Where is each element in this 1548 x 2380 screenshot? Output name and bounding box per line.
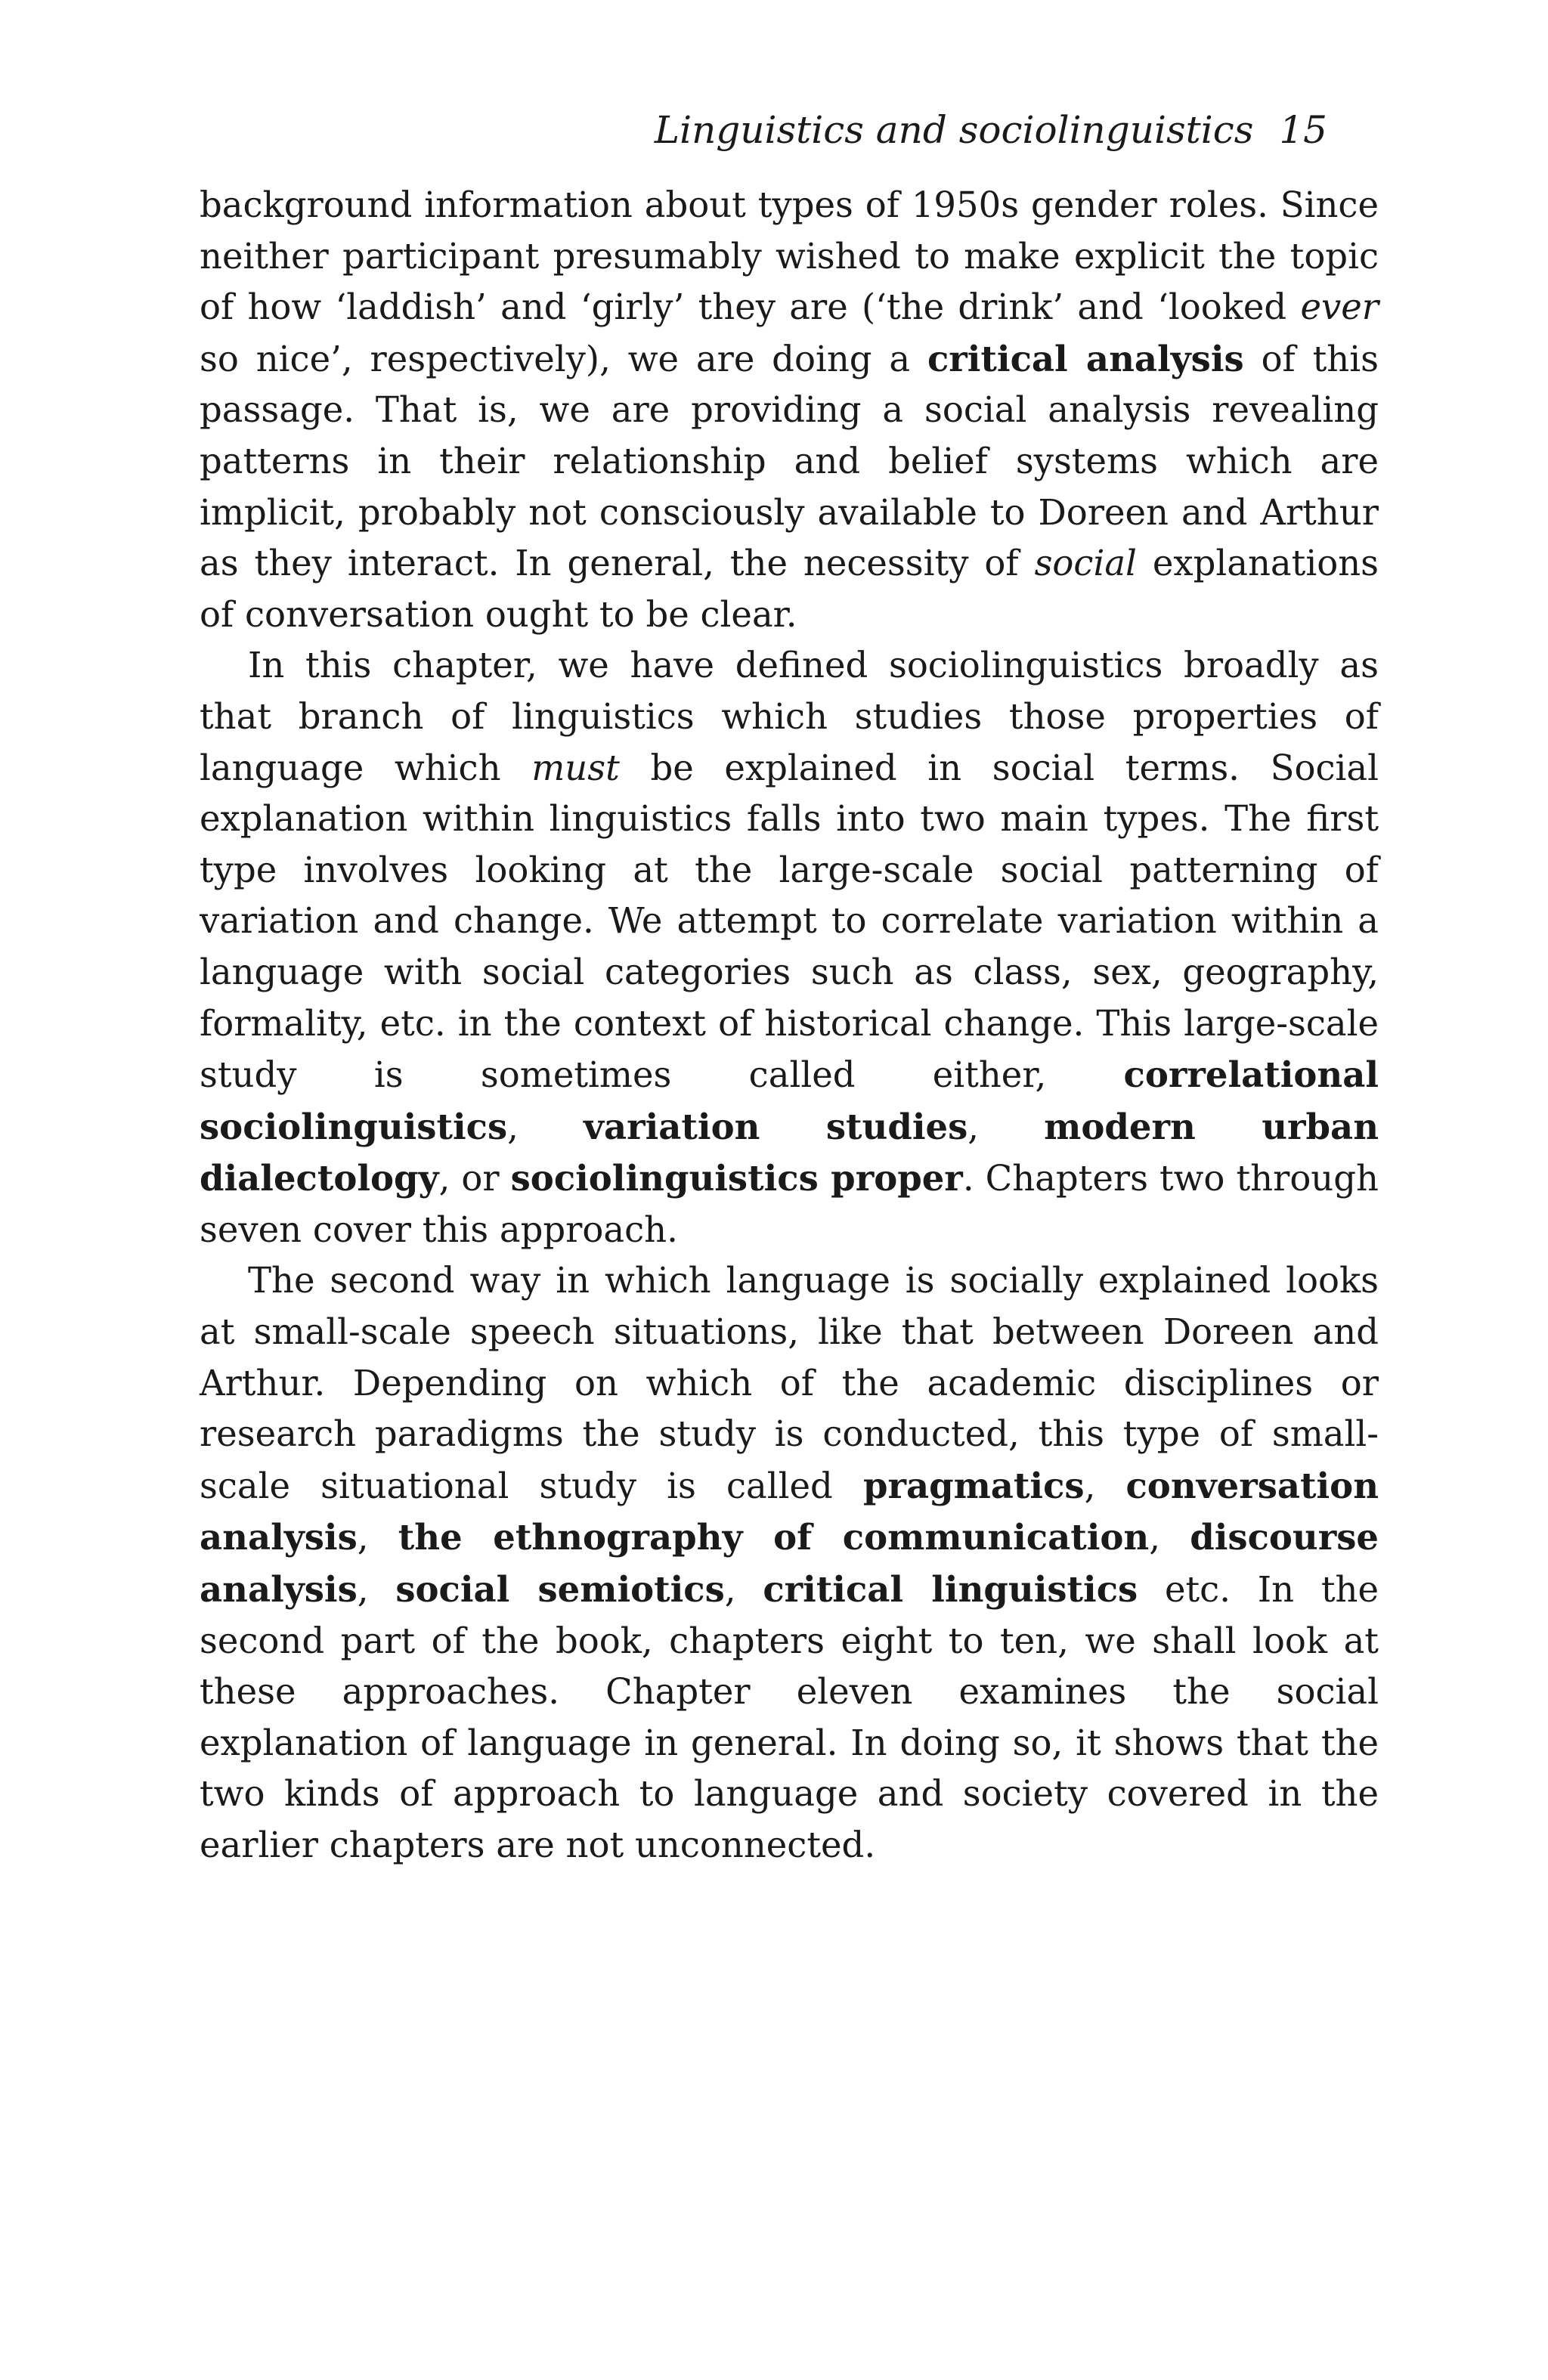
running-head-title: Linguistics and sociolinguistics — [654, 108, 1254, 152]
paragraph-2 — [200, 640, 1379, 1255]
term-sociolinguistics-proper: sociolinguistics proper — [510, 1157, 963, 1199]
term-critical-linguistics: critical linguistics — [763, 1568, 1138, 1611]
term-ethnography-of-communication: the ethnography of communication — [398, 1516, 1150, 1558]
body-text — [200, 180, 1379, 1871]
text-run: , or — [438, 1158, 511, 1199]
text-run: so nice’, respectively), we are doing a — [200, 338, 927, 379]
emphasis-social: social — [1034, 543, 1137, 584]
text-run: etc. In the second part of the book, chapters eight to ten, we shall look at these approaches. Chapter eleven examines the social explanation of language in general. In doing so, it shows that the two kinds of approach to language and society covered in the earlier chapters are not unconnected. — [200, 1569, 1379, 1865]
text-run: be explained in social terms. Social explanation within linguistics falls into two main types. The first type involves looking at the large-scale social patterning of variation and change. We attempt to correlate variation within a language with social categories such as class, sex, geography, formality, etc. in the context of historical change. This large-scale study is sometimes called either, — [200, 747, 1379, 1096]
text-run: , — [357, 1517, 398, 1558]
running-head — [655, 106, 1327, 154]
text-run: , — [1084, 1465, 1126, 1506]
term-conversation-analysis: conversation analysis — [200, 1464, 1379, 1558]
text-run: background information about types of 1950s gender roles. Since neither participant presumably wished to make explicit the topic of how ‘laddish’ and ‘girly’ they are (‘the drink’ and ‘looked — [200, 184, 1379, 328]
text-run: , — [968, 1106, 1045, 1147]
paragraph-3 — [200, 1255, 1379, 1871]
page-number: 15 — [1279, 108, 1327, 152]
term-critical-analysis: critical analysis — [927, 337, 1244, 379]
paragraph-1 — [200, 180, 1379, 640]
term-pragmatics: pragmatics — [862, 1464, 1085, 1506]
term-social-semiotics: social semiotics — [395, 1568, 725, 1611]
text-run: In this chapter, we have defined sociolinguistics broadly as that branch of linguistics which studies those properties of language which — [200, 645, 1379, 788]
term-correlational-sociolinguistics: correlational sociolinguistics — [200, 1054, 1379, 1147]
text-run: , — [357, 1569, 396, 1611]
text-run: explanations of conversation ought to be clear. — [200, 543, 1379, 635]
text-run: , — [724, 1569, 763, 1611]
text-run: . Chapters two through seven cover this approach. — [200, 1158, 1379, 1250]
emphasis-must: must — [531, 747, 620, 788]
text-run: , — [507, 1106, 584, 1147]
text-run: of this passage. That is, we are providing a social analysis revealing patterns in their relationship and belief systems which are implicit, probably not consciously available to Doreen and Arthur as they interact. In general, the necessity of — [200, 338, 1379, 584]
term-modern-urban-dialectology: modern urban dialectology — [200, 1105, 1379, 1199]
term-discourse-analysis: discourse analysis — [200, 1516, 1379, 1611]
text-run: , — [1149, 1517, 1190, 1558]
emphasis-ever: ever — [1300, 286, 1379, 328]
term-variation-studies: variation studies — [583, 1105, 968, 1147]
text-run: The second way in which language is socially explained looks at small-scale speech situations, like that between Doreen and Arthur. Depending on which of the academic disciplines or research paradigms the study is conducted, this type of small-scale situational study is called — [200, 1260, 1379, 1506]
